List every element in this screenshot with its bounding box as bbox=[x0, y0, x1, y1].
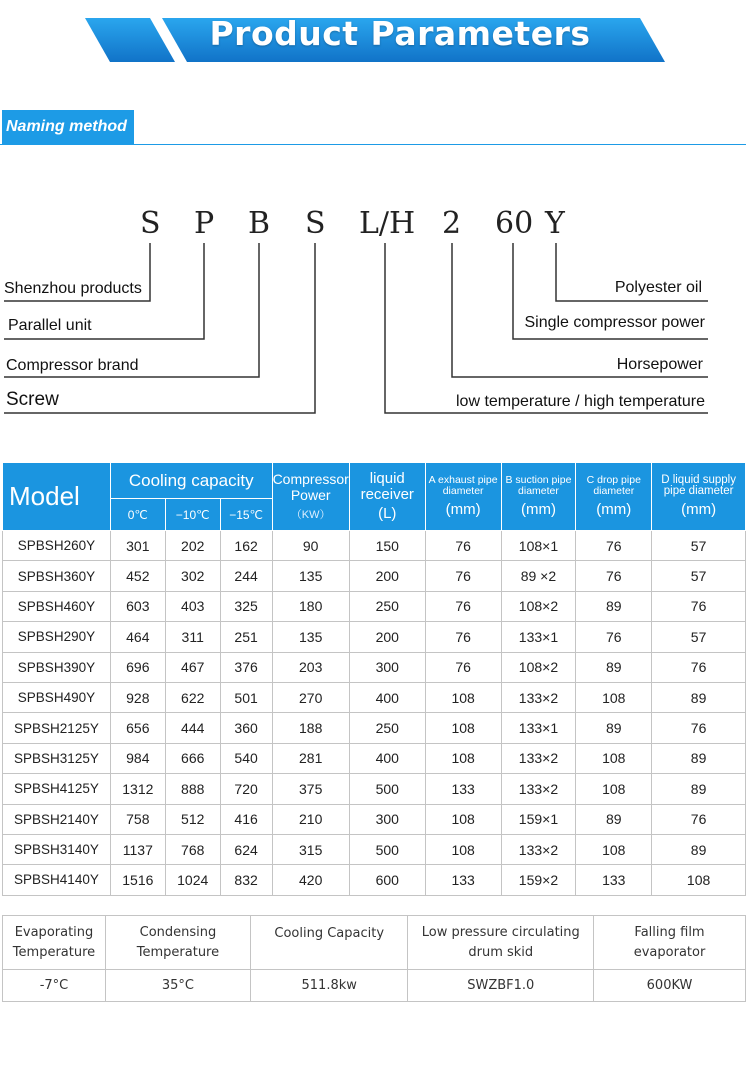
info-table bbox=[2, 915, 746, 1002]
cell-liquid-receiver: 400 bbox=[349, 682, 425, 712]
label-polyester-oil: Polyester oil bbox=[614, 279, 702, 296]
info-header-drum-skid: Low pressure circulating drum skid bbox=[408, 916, 594, 970]
cell-model: SPBSH4140Y bbox=[3, 865, 111, 895]
cell-cap-minus15: 251 bbox=[220, 622, 272, 652]
cell-b-suction: 108×1 bbox=[501, 531, 576, 561]
cell-compressor-power: 375 bbox=[272, 774, 349, 804]
header-a-exhaust-unit: (mm) bbox=[445, 501, 481, 518]
naming-divider bbox=[0, 144, 746, 145]
cell-liquid-receiver: 300 bbox=[349, 652, 425, 682]
cell-cap-minus15: 624 bbox=[220, 834, 272, 864]
header-compressor-power-label: Compressor Power bbox=[272, 471, 349, 503]
cell-liquid-receiver: 150 bbox=[349, 531, 425, 561]
cell-d-liquid: 108 bbox=[652, 865, 746, 895]
cell-c-drop: 89 bbox=[576, 591, 652, 621]
cell-b-suction: 133×2 bbox=[501, 682, 576, 712]
info-value-cooling-capacity: 511.8kw bbox=[250, 970, 408, 1002]
label-horsepower: Horsepower bbox=[616, 356, 703, 373]
cell-cap-minus15: 325 bbox=[220, 591, 272, 621]
info-header-falling-film-evaporator: Falling film evaporator bbox=[594, 916, 746, 970]
header-compressor-power-unit: （KW） bbox=[290, 509, 331, 521]
label-compressor-brand: Compressor brand bbox=[6, 357, 139, 374]
header-temp-minus15: −15℃ bbox=[220, 499, 272, 531]
cell-a-exhaust: 76 bbox=[425, 531, 501, 561]
cell-liquid-receiver: 500 bbox=[349, 834, 425, 864]
cell-a-exhaust: 108 bbox=[425, 743, 501, 773]
naming-diagram bbox=[0, 200, 750, 420]
cell-compressor-power: 315 bbox=[272, 834, 349, 864]
cell-d-liquid: 57 bbox=[652, 561, 746, 591]
cell-model: SPBSH460Y bbox=[3, 591, 111, 621]
cell-model: SPBSH290Y bbox=[3, 622, 111, 652]
cell-a-exhaust: 133 bbox=[425, 774, 501, 804]
cell-liquid-receiver: 500 bbox=[349, 774, 425, 804]
cell-cap-0: 928 bbox=[110, 682, 165, 712]
cell-compressor-power: 135 bbox=[272, 561, 349, 591]
table-row bbox=[3, 713, 746, 743]
cell-c-drop: 89 bbox=[576, 713, 652, 743]
cell-b-suction: 133×2 bbox=[501, 834, 576, 864]
header-d-liquid-unit: (mm) bbox=[681, 501, 717, 518]
banner-title: Product Parameters bbox=[209, 14, 591, 53]
naming-method-tag bbox=[2, 110, 134, 144]
cell-compressor-power: 90 bbox=[272, 531, 349, 561]
cell-model: SPBSH3140Y bbox=[3, 834, 111, 864]
cell-compressor-power: 420 bbox=[272, 865, 349, 895]
cell-compressor-power: 210 bbox=[272, 804, 349, 834]
cell-compressor-power: 135 bbox=[272, 622, 349, 652]
cell-a-exhaust: 76 bbox=[425, 561, 501, 591]
cell-liquid-receiver: 200 bbox=[349, 622, 425, 652]
table-row bbox=[3, 774, 746, 804]
table-row bbox=[3, 743, 746, 773]
cell-b-suction: 133×1 bbox=[501, 713, 576, 743]
cell-model: SPBSH3125Y bbox=[3, 743, 111, 773]
table-row bbox=[3, 591, 746, 621]
label-screw: Screw bbox=[6, 389, 59, 410]
cell-d-liquid: 76 bbox=[652, 713, 746, 743]
cell-cap-minus10: 1024 bbox=[165, 865, 220, 895]
cell-cap-minus15: 360 bbox=[220, 713, 272, 743]
code-letter-y: Y bbox=[545, 206, 565, 241]
header-b-suction bbox=[501, 463, 576, 531]
header-c-drop-label: C drop pipe diameter bbox=[586, 474, 641, 497]
cell-cap-minus10: 512 bbox=[165, 804, 220, 834]
table-row bbox=[3, 622, 746, 652]
cell-cap-minus15: 244 bbox=[220, 561, 272, 591]
cell-compressor-power: 270 bbox=[272, 682, 349, 712]
cell-cap-minus10: 444 bbox=[165, 713, 220, 743]
cell-d-liquid: 57 bbox=[652, 622, 746, 652]
code-letter-b: B bbox=[248, 206, 271, 241]
cell-cap-minus15: 376 bbox=[220, 652, 272, 682]
cell-d-liquid: 89 bbox=[652, 774, 746, 804]
cell-cap-minus10: 768 bbox=[165, 834, 220, 864]
cell-a-exhaust: 108 bbox=[425, 682, 501, 712]
cell-cap-minus15: 832 bbox=[220, 865, 272, 895]
cell-c-drop: 108 bbox=[576, 682, 652, 712]
parameter-table-container bbox=[2, 462, 746, 896]
cell-model: SPBSH2125Y bbox=[3, 713, 111, 743]
header-liquid-receiver-unit: (L) bbox=[378, 505, 397, 522]
cell-compressor-power: 188 bbox=[272, 713, 349, 743]
parameter-table bbox=[2, 462, 746, 896]
cell-model: SPBSH4125Y bbox=[3, 774, 111, 804]
cell-cap-minus10: 311 bbox=[165, 622, 220, 652]
header-temp-0: 0℃ bbox=[110, 499, 165, 531]
cell-c-drop: 76 bbox=[576, 561, 652, 591]
cell-cap-0: 452 bbox=[110, 561, 165, 591]
cell-d-liquid: 89 bbox=[652, 834, 746, 864]
cell-c-drop: 89 bbox=[576, 804, 652, 834]
cell-liquid-receiver: 250 bbox=[349, 713, 425, 743]
header-d-liquid bbox=[652, 463, 746, 531]
cell-cap-0: 1516 bbox=[110, 865, 165, 895]
cell-a-exhaust: 76 bbox=[425, 622, 501, 652]
cell-cap-0: 1312 bbox=[110, 774, 165, 804]
header-a-exhaust bbox=[425, 463, 501, 531]
cell-a-exhaust: 108 bbox=[425, 834, 501, 864]
cell-b-suction: 133×2 bbox=[501, 743, 576, 773]
table-row bbox=[3, 804, 746, 834]
table-row bbox=[3, 652, 746, 682]
cell-cap-minus15: 720 bbox=[220, 774, 272, 804]
cell-a-exhaust: 76 bbox=[425, 591, 501, 621]
header-c-drop bbox=[576, 463, 652, 531]
cell-d-liquid: 57 bbox=[652, 531, 746, 561]
info-header-condensing-temperature: Condensing Temperature bbox=[105, 916, 250, 970]
code-letter-p: P bbox=[194, 206, 215, 241]
cell-c-drop: 108 bbox=[576, 743, 652, 773]
label-low-high-temperature: low temperature / high temperature bbox=[455, 393, 705, 410]
label-single-compressor-power: Single compressor power bbox=[524, 314, 705, 331]
cell-cap-0: 603 bbox=[110, 591, 165, 621]
header-cooling-capacity: Cooling capacity bbox=[110, 463, 272, 499]
header-compressor-power bbox=[272, 463, 349, 531]
cell-cap-minus10: 403 bbox=[165, 591, 220, 621]
cell-liquid-receiver: 200 bbox=[349, 561, 425, 591]
cell-cap-minus10: 467 bbox=[165, 652, 220, 682]
header-temp-minus10: −10℃ bbox=[165, 499, 220, 531]
info-value-condensing-temperature: 35°C bbox=[105, 970, 250, 1002]
header-d-liquid-label: D liquid supply pipe diameter bbox=[661, 474, 736, 497]
header-b-suction-unit: (mm) bbox=[520, 501, 556, 518]
code-letter-60: 60 bbox=[495, 206, 534, 241]
cell-model: SPBSH260Y bbox=[3, 531, 111, 561]
title-banner bbox=[0, 0, 750, 75]
cell-b-suction: 133×1 bbox=[501, 622, 576, 652]
cell-compressor-power: 180 bbox=[272, 591, 349, 621]
cell-cap-minus15: 416 bbox=[220, 804, 272, 834]
cell-model: SPBSH390Y bbox=[3, 652, 111, 682]
cell-liquid-receiver: 400 bbox=[349, 743, 425, 773]
cell-b-suction: 159×1 bbox=[501, 804, 576, 834]
cell-cap-0: 1137 bbox=[110, 834, 165, 864]
cell-liquid-receiver: 600 bbox=[349, 865, 425, 895]
cell-liquid-receiver: 300 bbox=[349, 804, 425, 834]
cell-c-drop: 108 bbox=[576, 774, 652, 804]
label-parallel-unit: Parallel unit bbox=[8, 317, 92, 334]
info-header-cooling-capacity: Cooling Capacity bbox=[250, 916, 408, 970]
code-letter-lh: L/H bbox=[359, 206, 416, 241]
cell-d-liquid: 76 bbox=[652, 591, 746, 621]
cell-cap-0: 758 bbox=[110, 804, 165, 834]
info-header-evaporating-temperature: Evaporating Temperature bbox=[3, 916, 106, 970]
table-row bbox=[3, 834, 746, 864]
cell-compressor-power: 203 bbox=[272, 652, 349, 682]
label-shenzhou-products: Shenzhou products bbox=[4, 280, 142, 297]
cell-d-liquid: 89 bbox=[652, 682, 746, 712]
cell-model: SPBSH2140Y bbox=[3, 804, 111, 834]
cell-b-suction: 133×2 bbox=[501, 774, 576, 804]
cell-cap-minus10: 666 bbox=[165, 743, 220, 773]
table-row bbox=[3, 865, 746, 895]
cell-cap-minus15: 501 bbox=[220, 682, 272, 712]
cell-b-suction: 108×2 bbox=[501, 591, 576, 621]
code-letter-s2: S bbox=[305, 206, 326, 241]
cell-cap-0: 464 bbox=[110, 622, 165, 652]
cell-cap-0: 656 bbox=[110, 713, 165, 743]
table-row bbox=[3, 561, 746, 591]
info-value-evaporating-temperature: -7°C bbox=[3, 970, 106, 1002]
cell-cap-minus10: 302 bbox=[165, 561, 220, 591]
cell-cap-0: 696 bbox=[110, 652, 165, 682]
header-model: Model bbox=[3, 463, 111, 531]
cell-c-drop: 89 bbox=[576, 652, 652, 682]
cell-b-suction: 108×2 bbox=[501, 652, 576, 682]
cell-cap-minus10: 888 bbox=[165, 774, 220, 804]
cell-a-exhaust: 108 bbox=[425, 713, 501, 743]
parameter-table-body bbox=[3, 531, 746, 896]
cell-c-drop: 76 bbox=[576, 531, 652, 561]
cell-cap-minus10: 622 bbox=[165, 682, 220, 712]
cell-d-liquid: 89 bbox=[652, 743, 746, 773]
naming-method-label: Naming method bbox=[6, 118, 127, 135]
cell-model: SPBSH360Y bbox=[3, 561, 111, 591]
cell-c-drop: 108 bbox=[576, 834, 652, 864]
cell-c-drop: 76 bbox=[576, 622, 652, 652]
cell-d-liquid: 76 bbox=[652, 804, 746, 834]
info-table-container bbox=[2, 915, 746, 1002]
table-row bbox=[3, 531, 746, 561]
cell-cap-minus15: 162 bbox=[220, 531, 272, 561]
cell-c-drop: 133 bbox=[576, 865, 652, 895]
header-a-exhaust-label: A exhaust pipe diameter bbox=[428, 474, 498, 497]
header-liquid-receiver bbox=[349, 463, 425, 531]
table-row bbox=[3, 682, 746, 712]
cell-a-exhaust: 108 bbox=[425, 804, 501, 834]
info-value-drum-skid: SWZBF1.0 bbox=[408, 970, 594, 1002]
cell-d-liquid: 76 bbox=[652, 652, 746, 682]
code-letter-s1: S bbox=[140, 206, 161, 241]
header-liquid-receiver-label: liquid receiver bbox=[360, 470, 414, 503]
header-c-drop-unit: (mm) bbox=[596, 501, 632, 518]
cell-cap-0: 301 bbox=[110, 531, 165, 561]
cell-model: SPBSH490Y bbox=[3, 682, 111, 712]
info-value-falling-film-evaporator: 600KW bbox=[594, 970, 746, 1002]
cell-a-exhaust: 76 bbox=[425, 652, 501, 682]
cell-b-suction: 89 ×2 bbox=[501, 561, 576, 591]
code-letter-2: 2 bbox=[442, 206, 462, 241]
cell-compressor-power: 281 bbox=[272, 743, 349, 773]
cell-cap-0: 984 bbox=[110, 743, 165, 773]
cell-liquid-receiver: 250 bbox=[349, 591, 425, 621]
header-b-suction-label: B suction pipe diameter bbox=[505, 474, 572, 497]
cell-cap-minus15: 540 bbox=[220, 743, 272, 773]
cell-a-exhaust: 133 bbox=[425, 865, 501, 895]
cell-b-suction: 159×2 bbox=[501, 865, 576, 895]
cell-cap-minus10: 202 bbox=[165, 531, 220, 561]
